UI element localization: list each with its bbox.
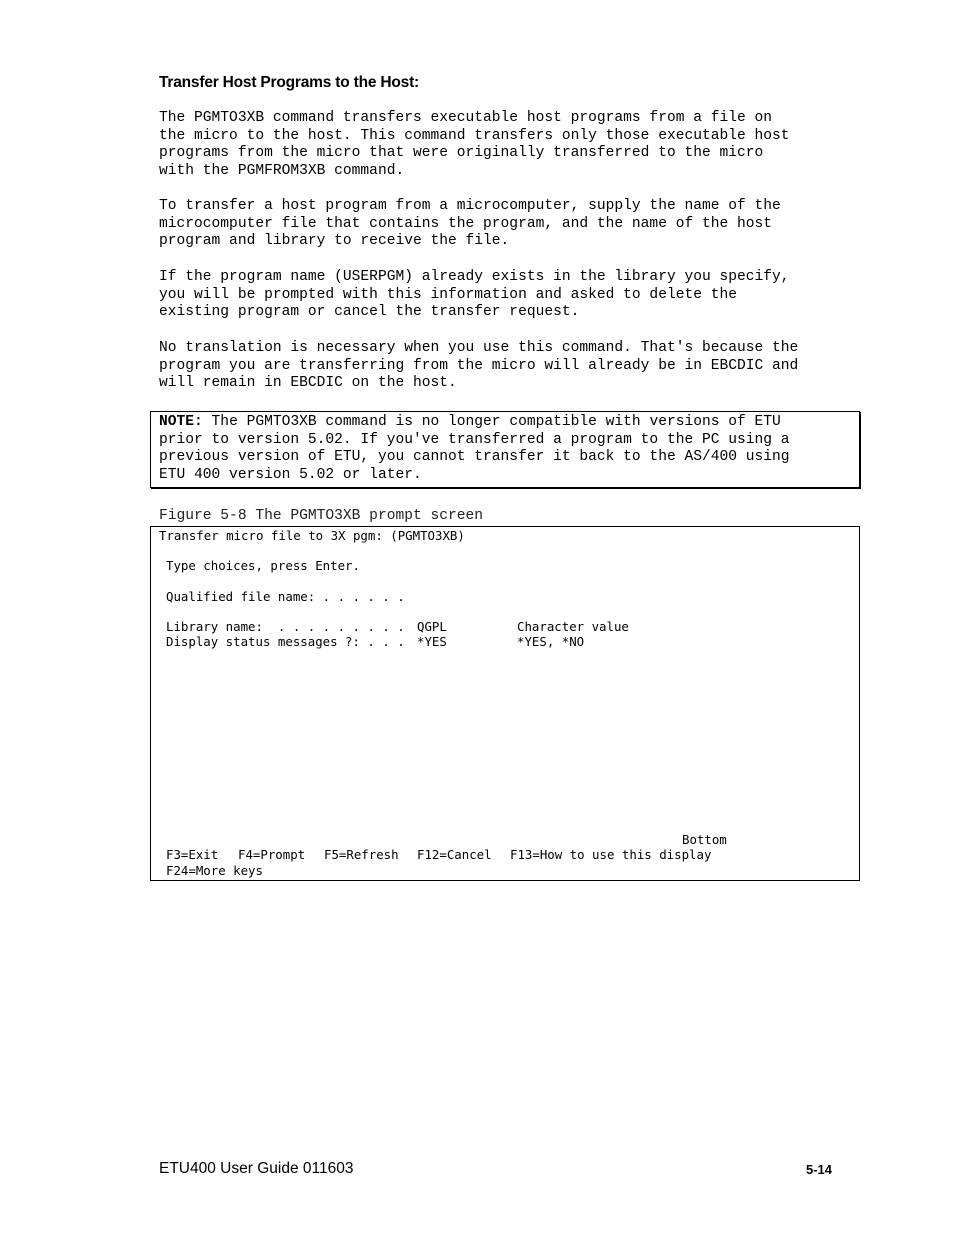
field-hint-display-status-messages: *YES, *NO: [517, 634, 585, 649]
field-input-display-status-messages[interactable]: *YES: [417, 634, 447, 649]
field-label-library-name: Library name: . . . . . . . . .: [166, 619, 405, 634]
screen-instruction: Type choices, press Enter.: [166, 558, 360, 573]
footer-page-number: 5-14: [806, 1162, 833, 1177]
note-box: [150, 411, 860, 488]
footer-document-title: ETU400 User Guide 011603: [159, 1160, 354, 1177]
paragraph-4: No translation is necessary when you use this command. That's because the program you are transferring from the micro will already be in EBCDIC and will remain in EBCDIC on the host.: [159, 340, 799, 392]
screen-title: Transfer micro file to 3X pgm: (PGMTO3XB): [159, 528, 465, 543]
field-label-display-status-messages: Display status messages ?: . . .: [166, 634, 405, 649]
paragraph-1: The PGMTO3XB command transfers executable host programs from a file on the micro to the host. This command transfers only those executable host programs from the micro that were originally transferred to the micro with the PGMFROM3XB command.: [159, 110, 790, 180]
fkey-f5-refresh[interactable]: F5=Refresh: [324, 847, 399, 862]
fkey-f12-cancel[interactable]: F12=Cancel: [417, 847, 492, 862]
field-hint-library-name: Character value: [517, 619, 629, 634]
fkey-f3-exit[interactable]: F3=Exit: [166, 847, 219, 862]
section-heading: Transfer Host Programs to the Host:: [159, 74, 419, 91]
field-label-qualified-file-name: Qualified file name: . . . . . .: [166, 589, 405, 604]
field-input-library-name[interactable]: QGPL: [417, 619, 447, 634]
scroll-indicator: Bottom: [682, 832, 727, 847]
note-label: NOTE:: [159, 414, 203, 430]
paragraph-3: If the program name (USERPGM) already exists in the library you specify, you will be prompted with this information and asked to delete the existing program or cancel the transfer request.: [159, 269, 790, 321]
paragraph-2: To transfer a host program from a microcomputer, supply the name of the microcomputer file that contains the program, and the name of the host program and library to receive the file.: [159, 198, 781, 250]
fkey-f13-help[interactable]: F13=How to use this display: [510, 847, 712, 862]
fkey-f24-more-keys[interactable]: F24=More keys: [166, 863, 263, 878]
note-text: [159, 414, 790, 485]
figure-caption: Figure 5-8 The PGMTO3XB prompt screen: [159, 508, 484, 524]
fkey-f4-prompt[interactable]: F4=Prompt: [238, 847, 306, 862]
terminal-screen: [150, 526, 860, 881]
note-body: The PGMTO3XB command is no longer compatible with versions of ETU prior to version 5.02. If you've transferred a program to the PC using a previous version of ETU, you cannot transfer it back to the AS/400 using ETU 400 version 5.02 or later.: [159, 414, 790, 484]
